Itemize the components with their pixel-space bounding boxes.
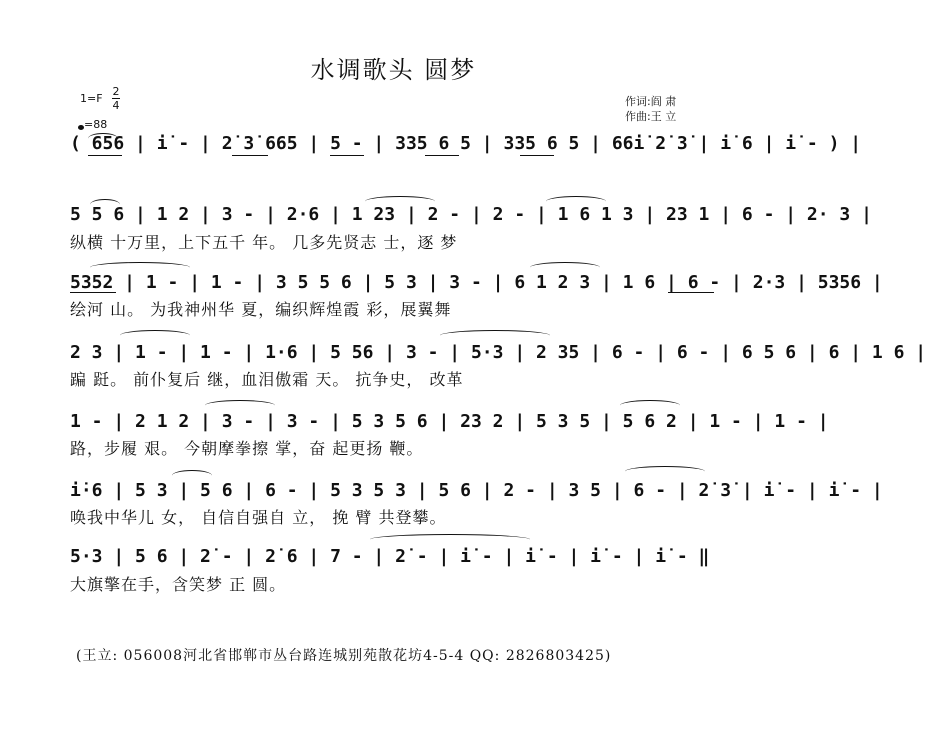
lyrics-line-5: 路，步履 艰。 今朝摩拳擦 掌，奋 起更扬 鞭。 [70,439,424,458]
score-line-4: 2 3 | 1 - | 1 - | 1·6 | 5 56 | 3 - | 5·3 | 2 35 | 6 - | 6 - | 6 5 6 | 6 | 1 6 | [70,342,926,363]
footer-contact: (王立: 056008河北省邯郸市丛台路连城别苑散花坊4-5-4 QQ: 2826803425) [76,648,612,664]
score-line-2: 5 5 6 | 1 2 | 3 - | 2·6 | 1 23 | 2 - | 2 - | 1 6 1 3 | 23 1 | 6 - | 2· 3 | [70,204,872,225]
beam-underline [232,155,268,156]
score-line-5: 1 - | 2 1 2 | 3 - | 3 - | 5 3 5 6 | 23 2 | 5 3 5 | 5 6 2 | 1 - | 1 - | [70,411,829,432]
slur [620,400,680,411]
lyricist: 作词:阎 肃 [625,95,677,108]
composer: 作曲:王 立 [625,110,677,123]
lyrics-line-4: 蹁 跹。 前仆复后 继，血泪傲霜 天。 抗争史， 改革 [70,370,464,389]
time-signature-bottom: 4 [112,99,120,112]
slur [370,534,530,545]
slur [88,133,118,144]
lyrics-line-2: 纵横 十万里，上下五千 年。 几多先贤志 士，逐 梦 [70,233,458,252]
slur [90,199,120,210]
key-signature: 1=F [80,92,103,105]
beam-underline [668,292,714,293]
slur [365,196,435,207]
score-line-6: i̇·6 | 5 3 | 5 6 | 6 - | 5 3 5 3 | 5 6 | 2 - | 3 5 | 6 - | 2̇ 3̇ | i̇ - | i̇ - | [70,480,883,501]
beam-underline [520,155,554,156]
slur [205,400,275,411]
slur [625,466,705,477]
score-line-7: 5·3 | 5 6 | 2̇ - | 2̇ 6 | 7 - | 2̇ - | i̇ - | i̇ - | i̇ - | i̇ - ‖ [70,546,710,567]
lyrics-line-6: 唤我中华儿 女， 自信自强自 立， 挽 臂 共登攀。 [70,508,447,527]
tempo-marking [78,118,107,131]
time-signature [112,86,120,111]
page-title: 水调歌头 圆梦 [310,56,477,84]
beam-underline [70,292,116,293]
beam-underline [425,155,459,156]
lyrics-line-3: 绘河 山。 为我神州华 夏，编织辉煌霞 彩，展翼舞 [70,300,452,319]
lyrics-line-7: 大旗擎在手，含笑梦 正 圆。 [70,575,287,594]
slur [172,470,212,481]
slur [530,262,600,273]
slur [90,262,190,273]
credits [625,94,676,124]
slur [120,330,190,341]
score-line-3: 5352 | 1 - | 1 - | 3 5 5 6 | 5 3 | 3 - | 6 1 2 3 | 1 6 | 6 - | 2·3 | 5356 | [70,272,883,293]
tempo-value: =88 [84,118,108,131]
slur [440,330,550,341]
beam-underline [330,155,364,156]
score-line-1: ( 656 | i̇ - | 2̇ 3̇ 665 | 5 - | 335 6 5 | 335 6 5 | 66i̇ 2̇ 3̇ | i̇ 6 | i̇ - ) | [70,133,862,154]
slur [546,196,606,207]
beam-underline [88,155,122,156]
time-signature-top: 2 [112,85,120,98]
